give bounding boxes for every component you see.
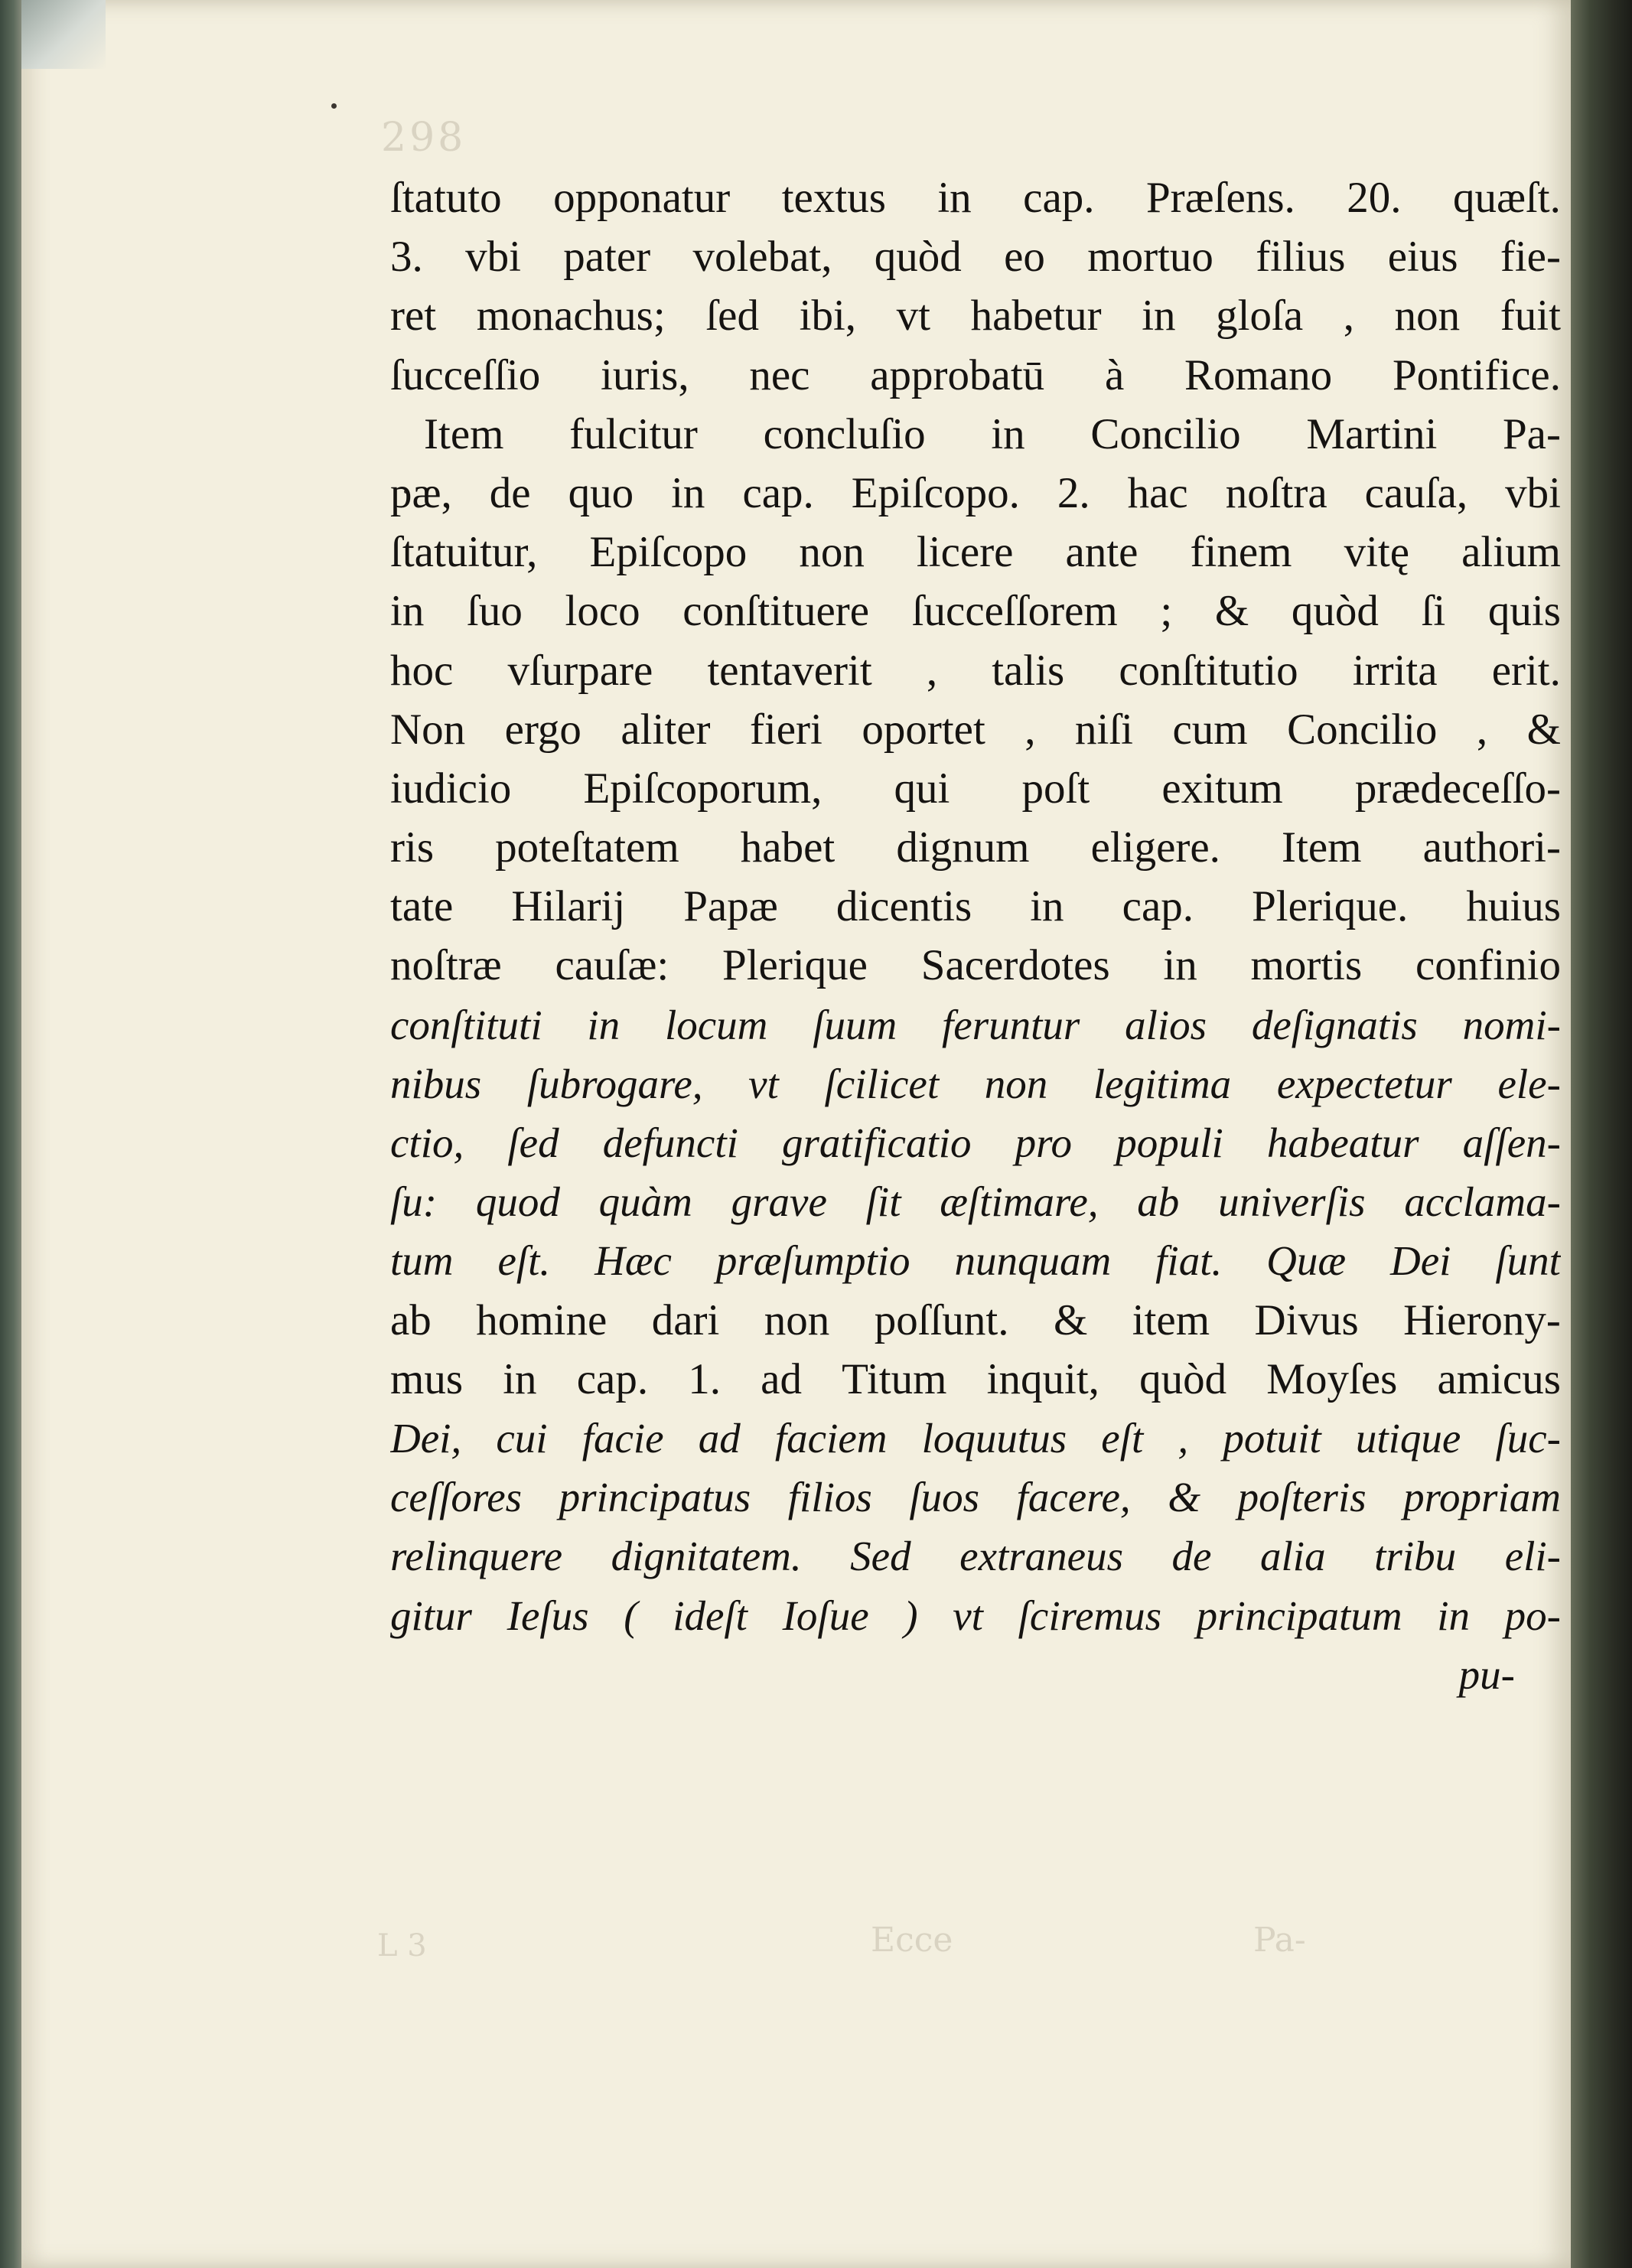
text-line: Item fulcitur concluſio in Concilio Martini Pa- <box>424 409 1561 458</box>
binding-edge-left <box>0 0 23 2268</box>
text-line: iudicio Epiſcoporum, qui poſt exitum prædeceſſo- <box>390 764 1561 813</box>
text-line: conſtituti in locum ſuum feruntur alios deſignatis nomi- <box>390 1001 1561 1048</box>
text-line: ſtatuto opponatur textus in cap. Præſens. 20. quæſt. <box>390 174 1561 222</box>
show-through-footer-right: Pa- <box>1253 1921 1306 1960</box>
text-line: pæ, de quo in cap. Epiſcopo. 2. hac noſtra cauſa, vbi <box>390 468 1561 517</box>
show-through-footer-left: L 3 <box>377 1928 427 1963</box>
text-line: Non ergo aliter fieri oportet , niſi cum Concilio , & <box>390 705 1561 754</box>
show-through-footer-mid: Ecce <box>871 1921 953 1960</box>
show-through-page-number: 298 <box>381 115 467 161</box>
text-line: ris poteſtatem habet dignum eligere. Item authori- <box>390 823 1561 872</box>
body-text <box>390 168 1561 1704</box>
text-line: hoc vſurpare tentaverit , talis conſtitutio irrita erit. <box>390 646 1561 695</box>
text-line: in ſuo loco conſtituere ſucceſſorem ; & quòd ſi quis <box>390 587 1561 636</box>
text-line: nibus ſubrogare, vt ſcilicet non legitima expectetur ele- <box>390 1060 1561 1107</box>
text-line: Dei, cui facie ad faciem loquutus eſt , potuit utique ſuc- <box>390 1414 1561 1461</box>
text-line: relinquere dignitatem. Sed extraneus de alia tribu eli- <box>390 1533 1561 1580</box>
text-line: noſtræ cauſæ: Plerique Sacerdotes in mortis confinio <box>390 941 1561 990</box>
text-line: ctio, ſed defuncti gratificatio pro populi habeatur aſſen- <box>390 1119 1561 1166</box>
margin-speck <box>331 103 337 109</box>
binding-edge-right <box>1567 0 1632 2268</box>
text-line: ſtatuitur, Epiſcopo non licere ante finem vitę alium <box>390 528 1561 577</box>
text-line: tum eſt. Hæc præſumptio nunquam fiat. Quæ Dei ſunt <box>390 1237 1561 1285</box>
text-line: ſu: quod quàm grave ſit æſtimare, ab univerſis acclama- <box>390 1178 1561 1226</box>
text-line: gitur Ieſus ( ideſt Ioſue ) vt ſciremus principatum in po- <box>390 1592 1561 1639</box>
text-line: ret monachus; ſed ibi, vt habetur in gloſa , non fuit <box>390 292 1561 341</box>
text-line: tate Hilarij Papæ dicentis in cap. Plerique. huius <box>390 882 1561 931</box>
text-line: ab homine dari non poſſunt. & item Divus Hierony- <box>390 1295 1561 1344</box>
book-page <box>21 0 1571 2268</box>
text-line: mus in cap. 1. ad Titum inquit, quòd Moyſes amicus <box>390 1354 1561 1403</box>
text-line: ſucceſſio iuris, nec approbatū à Romano Pontifice. <box>390 350 1561 399</box>
text-line: ceſſores principatus filios ſuos facere, & poſteris propriam <box>390 1474 1561 1521</box>
corner-tab <box>21 0 106 69</box>
text-line: 3. vbi pater volebat, quòd eo mortuo filius eius fie- <box>390 233 1561 282</box>
catchword: pu- <box>1458 1650 1515 1698</box>
